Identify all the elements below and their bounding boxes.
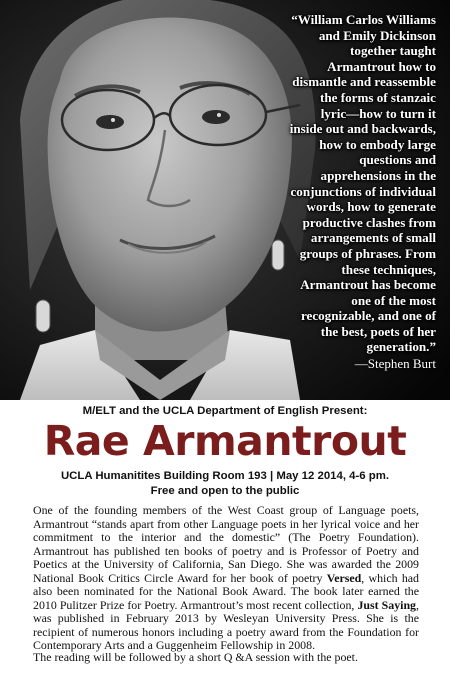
quote-line: conjunctions of individual [290, 183, 436, 199]
quote-line: the forms of stanzaic [320, 89, 436, 105]
quote-line: productive clashes from [302, 214, 436, 230]
quote-line: recognizable, and one of [300, 308, 436, 324]
quote-line: words, how to generate [306, 199, 436, 215]
quote-line: inside out and backwards, [289, 121, 436, 137]
quote-line: Armantrout has become [300, 277, 436, 293]
pull-quote [221, 12, 436, 355]
quote-line: lyric—how to turn it [320, 105, 436, 121]
quote-line: and Emily Dickinson [318, 27, 436, 43]
quote-line: groups of phrases. From [299, 245, 436, 261]
quote-line: Armantrout how to [327, 58, 436, 74]
venue-date-line: UCLA Humanitites Building Room 193 | May 12 2014, 4-6 pm. [60, 470, 390, 482]
bio-text: , which had also been nominated for the National Book Award. The book later earned the 2010 Pulitzer Prize for Poetry. Armantrout’s most recent collection, [33, 570, 419, 612]
bio-text: One of the founding members of the West Coast group of Language poets, Armantrout “stands apart from other Language poets in her lyrical voice and her commitment to the interior and the domestic” (The Poetry Foundation). Armantrout has published ten books of poetry and is Professor of Poetry and Poetics at the University of California, San Diego. She was awarded the 2009 National Book Critics Circle Award for her book of poetry [33, 503, 419, 585]
quote-line: these techniques, [341, 261, 436, 277]
quote-line: the best, poets of her [320, 323, 436, 339]
closing-note: The reading will be followed by a short Q &A session with the poet. [33, 650, 358, 664]
presenter-line: M/ELT and the UCLA Department of English Present: [82, 405, 368, 417]
quote-line: generation.” [366, 339, 436, 355]
book-title-just-saying: Just Saying [357, 597, 417, 612]
quote-line: dismantle and reassemble [292, 74, 436, 90]
quote-attribution: —Stephen Burt [354, 356, 436, 371]
quote-line: together taught [350, 43, 436, 59]
poet-name: Rae Armantrout [43, 417, 407, 465]
quote-line: arrangements of small [310, 230, 436, 246]
bio-text: , was published in February 2013 by Wesleyan University Press. She is the recipient of numerous honors including a poetry award from the Foundation for Contemporary Arts and a Guggenheim Fellowship in 2008. [33, 597, 419, 652]
quote-line: questions and [359, 152, 436, 168]
quote-line: how to embody large [319, 136, 436, 152]
book-title-versed: Versed [326, 570, 362, 585]
biography-paragraph [33, 504, 419, 653]
admission-line: Free and open to the public [150, 485, 300, 497]
quote-line: one of the most [351, 292, 436, 308]
quote-line: “William Carlos Williams [291, 12, 436, 27]
quote-line: apprehensions in the [320, 167, 436, 183]
